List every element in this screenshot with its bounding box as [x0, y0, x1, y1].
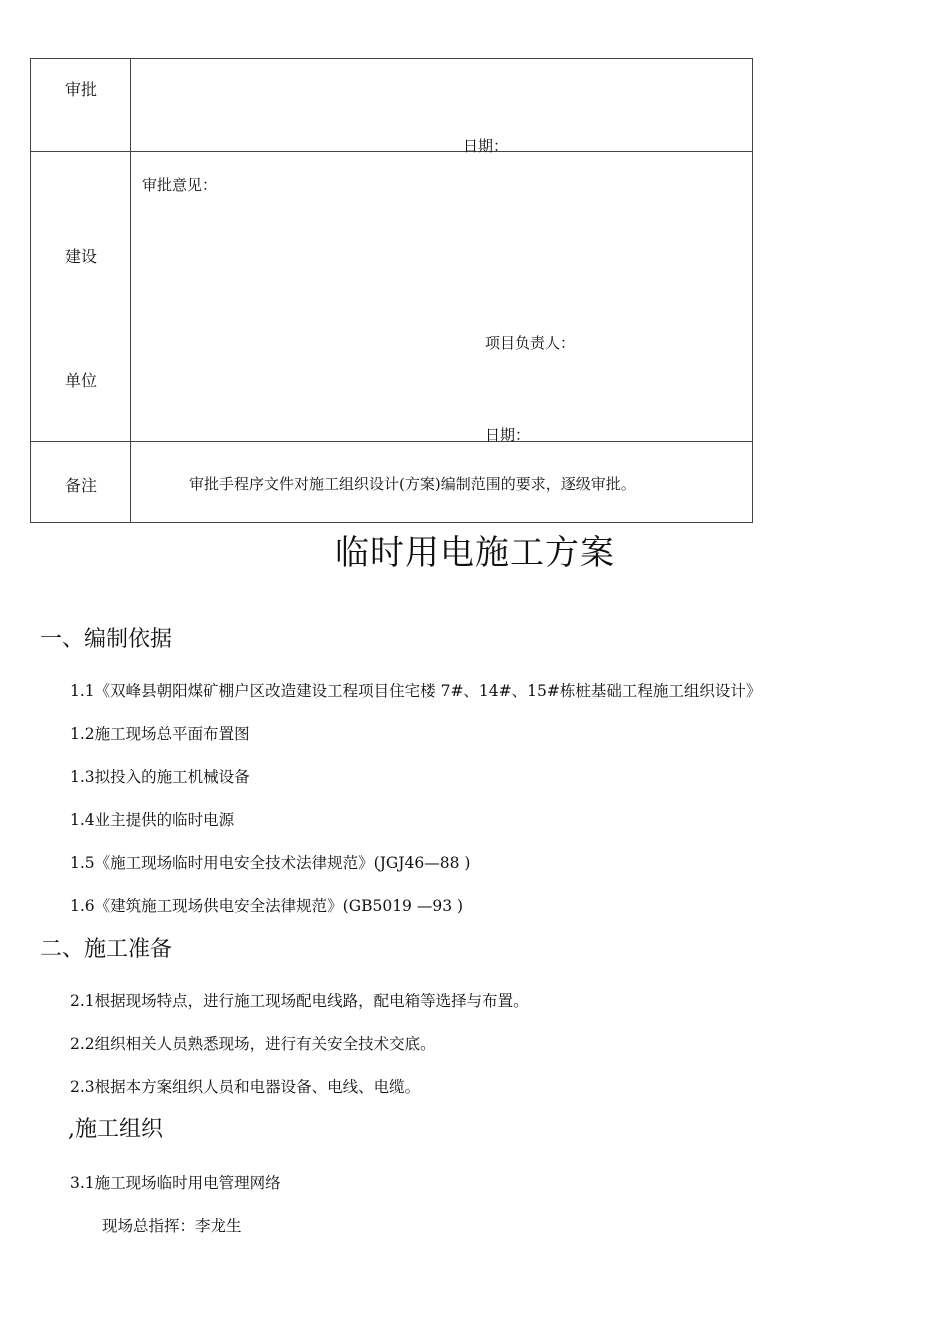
list-item: 3.1施工现场临时用电管理网络 — [70, 1174, 281, 1192]
section-heading: 一、编制依据 — [40, 627, 173, 652]
approval-table — [30, 58, 753, 523]
remarks-label: 备注 — [64, 476, 97, 495]
approval-label: 审批 — [64, 80, 97, 99]
list-item: 1.4业主提供的临时电源 — [70, 811, 235, 829]
construction-label-bottom: 单位 — [64, 371, 97, 390]
section-heading: 二、施工准备 — [40, 937, 173, 962]
list-item: 1.1《双峰县朝阳煤矿棚户区改造建设工程项目住宅楼 7#、14#、15#栋桩基础工程施工组织设计》 — [70, 682, 762, 700]
document-title: 临时用电施工方案 — [335, 533, 615, 573]
list-item: 2.3根据本方案组织人员和电器设备、电线、电缆。 — [70, 1078, 421, 1096]
approval-content-cell — [131, 59, 753, 155]
approval-label-cell — [31, 59, 131, 152]
list-item: 1.2施工现场总平面布置图 — [70, 725, 250, 743]
list-sub-item: 现场总指挥：李龙生 — [102, 1217, 242, 1235]
list-item: 2.2组织相关人员熟悉现场，进行有关安全技术交底。 — [70, 1035, 436, 1053]
list-item: 1.3拟投入的施工机械设备 — [70, 768, 250, 786]
list-item: 2.1根据现场特点，进行施工现场配电线路，配电箱等选择与布置。 — [70, 992, 529, 1010]
remarks-label-cell — [31, 442, 131, 523]
section-heading: ,施工组织 — [68, 1117, 163, 1142]
approval-opinion-label: 审批意见： — [142, 176, 218, 194]
remarks-content-cell — [131, 442, 753, 523]
approval-row — [31, 59, 753, 152]
remarks-row — [31, 442, 753, 523]
project-manager-label: 项目负责人： — [485, 334, 576, 352]
remarks-note: 审批手程序文件对施工组织设计(方案)编制范围的要求，逐级审批。 — [189, 475, 636, 493]
list-item: 1.6《建筑施工现场供电安全法律规范》(GB5019 —93 ) — [70, 897, 464, 915]
list-item: 1.5《施工现场临时用电安全技术法律规范》(JGJ46—88 ) — [70, 854, 471, 872]
construction-label-top: 建设 — [64, 247, 97, 266]
construction-date-label: 日期： — [485, 426, 531, 444]
construction-unit-label-cell — [31, 152, 131, 442]
construction-unit-content-cell — [131, 152, 753, 442]
construction-unit-row — [31, 152, 753, 442]
approval-date-label: 日期： — [463, 137, 509, 155]
